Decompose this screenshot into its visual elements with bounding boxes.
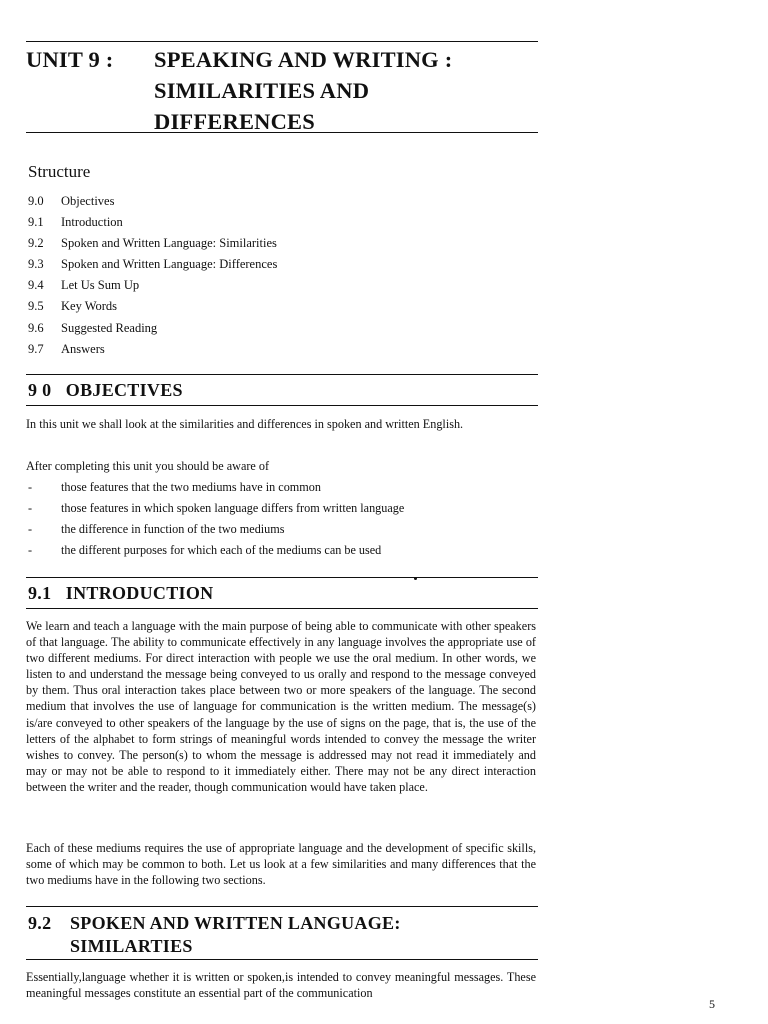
objectives-bottom-rule <box>26 405 538 406</box>
similarities-heading-line-1: SPOKEN AND WRITTEN LANGUAGE: <box>70 913 401 933</box>
structure-item-text: Key Words <box>61 299 118 314</box>
structure-list <box>28 193 277 362</box>
structure-item-text: Introduction <box>61 215 123 230</box>
structure-item-text: Objectives <box>61 194 115 208</box>
similarities-paragraph: Essentially,language whether it is written or spoken,is intended to convey meaningful messages. These meaningful messages constitute an essential part of the communication <box>26 970 536 1001</box>
objective-bullet <box>28 521 404 542</box>
introduction-paragraph-2: Each of these mediums requires the use of appropriate language and the development of specific skills, some of which may be common to both. Let us look at a few similarities and many differences that the two mediums have in the following two sections. <box>26 841 536 888</box>
structure-item-number: 9.1 <box>28 215 44 230</box>
introduction-paragraph-1: We learn and teach a language with the main purpose of being able to communicate with other speakers of that language. The ability to communicate effectively in any language involves the appropriate use of two different mediums. For direct interaction with people we use the oral medium. In other words, we listen to and understand the message being conveyed to us orally and respond to the message conveyed by them. Thus oral interaction takes place between two or more speakers of the language. The second medium that involves the use of language for communication is the written medium. The message(s) is/are conveyed to other speakers of the language by the use of signs on the page, that is, the use of the letters of the alphabet to form strings of meaningful words intended to convey the message the writer wishes to convey. The person(s) to whom the message is addressed may not read it immediately and may or may not be able to respond to it immediately either. There may not be any direct interaction between the writer and the reader, though communication would have taken place. <box>26 619 536 794</box>
structure-item-number: 9.4 <box>28 278 44 293</box>
structure-item-number: 9.0 <box>28 194 44 208</box>
structure-item <box>28 320 277 341</box>
structure-item-text: Suggested Reading <box>61 320 158 335</box>
objectives-top-rule <box>26 374 538 375</box>
objective-bullet <box>28 479 404 500</box>
bullet-marker: - <box>28 480 33 494</box>
introduction-top-rule <box>26 577 538 578</box>
objectives-bullets <box>28 479 404 563</box>
bullet-marker: - <box>28 543 33 557</box>
bullet-marker: - <box>28 522 33 536</box>
structure-item-number: 9.2 <box>28 236 44 251</box>
structure-item <box>28 235 277 256</box>
unit-title-lines <box>154 44 554 137</box>
structure-item-number: 9.7 <box>28 341 44 356</box>
structure-item-number: 9.6 <box>28 320 44 335</box>
structure-item <box>28 277 277 298</box>
structure-item-number: 9.5 <box>28 299 44 314</box>
unit-title-line-2: SIMILARITIES AND <box>154 78 370 103</box>
objectives-intro: In this unit we shall look at the similarities and differences in spoken and written English. <box>26 417 464 431</box>
bullet-text: the different purposes for which each of the mediums can be used <box>61 543 382 557</box>
structure-item <box>28 193 277 214</box>
objective-bullet <box>28 500 404 521</box>
structure-item-text: Let Us Sum Up <box>61 278 140 293</box>
top-rule <box>26 41 538 42</box>
similarities-heading-line-2: SIMILARTIES <box>70 936 193 956</box>
structure-item-text: Spoken and Written Language: Differences <box>61 257 278 272</box>
bullet-text: those features in which spoken language differs from written language <box>61 501 405 515</box>
bullet-text: the difference in function of the two mediums <box>61 522 285 536</box>
structure-heading: Structure <box>28 162 91 181</box>
introduction-heading: 9.1 INTRODUCTION <box>28 583 214 603</box>
structure-item <box>28 256 277 277</box>
bullet-text: those features that the two mediums have in common <box>61 480 321 494</box>
title-bottom-rule <box>26 132 538 133</box>
bullet-marker: - <box>28 501 33 515</box>
structure-item-text: Answers <box>61 341 105 356</box>
structure-item <box>28 298 277 319</box>
page-number: 5 <box>709 997 715 1011</box>
structure-item-text: Spoken and Written Language: Similarities <box>61 236 277 251</box>
structure-item <box>28 341 277 362</box>
similarities-bottom-rule <box>26 959 538 960</box>
unit-label: UNIT 9 : <box>26 47 114 72</box>
similarities-heading-number: 9.2 <box>28 913 52 933</box>
similarities-top-rule <box>26 906 538 907</box>
objectives-lead: After completing this unit you should be aware of <box>26 459 270 473</box>
structure-item-number: 9.3 <box>28 257 44 272</box>
unit-title-line-3: DIFFERENCES <box>154 109 315 134</box>
objective-bullet <box>28 542 404 563</box>
unit-title-line-1: SPEAKING AND WRITING : <box>154 47 453 72</box>
structure-item <box>28 214 277 235</box>
objectives-heading: 9 0 OBJECTIVES <box>28 380 183 400</box>
rule-mark <box>414 577 417 580</box>
similarities-heading <box>28 913 401 957</box>
introduction-bottom-rule <box>26 608 538 609</box>
